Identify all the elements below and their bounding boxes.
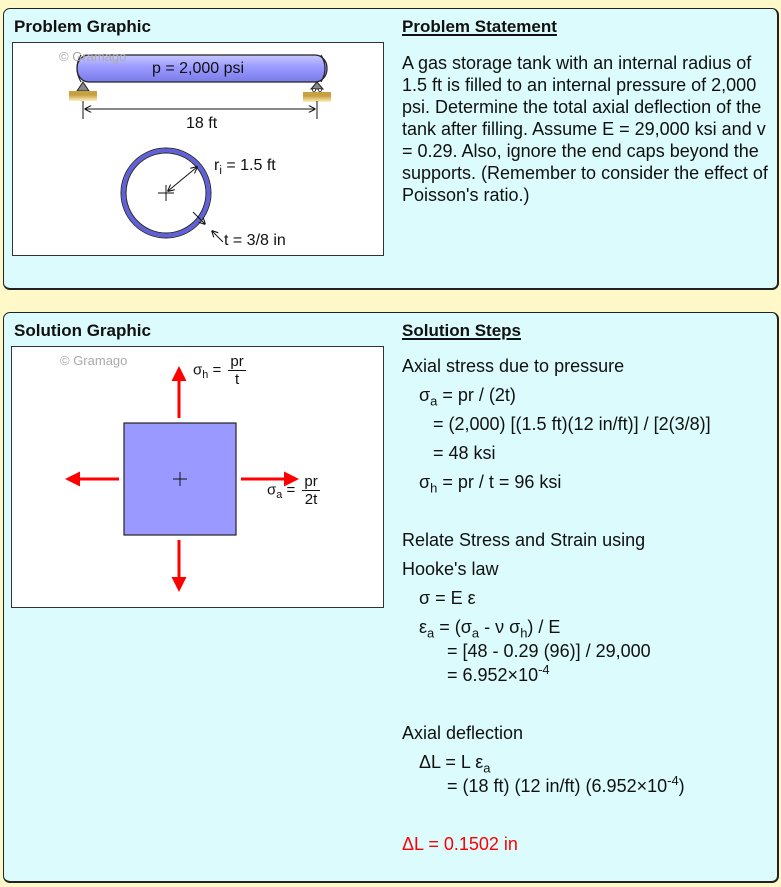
deflection-heading: Axial deflection [402, 723, 524, 743]
final-result: ΔL = 0.1502 in [402, 834, 518, 854]
problem-statement-text: A gas storage tank with an internal radius of 1.5 ft is filled to an internal pressure of 2,000 psi. Determine the total axial deflection of the tank after filling. Assume E = 29,000 ksi and v = 0.29. Also, ignore the end caps beyond the supports. (Remember to consider the effect of Poisson's ratio.) [402, 53, 768, 205]
hoop-stress-label: $\sigma_h$ = $\frac{pr}{t}$ [193, 353, 244, 388]
problem-graphic-title: Problem Graphic [14, 17, 151, 36]
watermark: © Gramago [60, 353, 128, 368]
axial-stress-result: = 48 ksi [433, 443, 496, 463]
solution-graphic-title: Solution Graphic [14, 321, 151, 340]
axial-strain-result: = $6.952\times 10^{-4}$ [447, 661, 550, 685]
watermark: © Gramago [59, 49, 127, 64]
solution-graphic [11, 346, 384, 608]
pressure-label: p = 2,000 psi [152, 60, 245, 77]
deflection-substitution: = (18 ft) (12 in/ft) $(6.952\times 10^{-4})$ [447, 772, 685, 796]
axial-stress-formula: $\sigma_a$ = pr / (2t) [419, 385, 516, 409]
axial-strain-formula: $\varepsilon_a = (\sigma_a - \nu$ $\sigma_h$) / E [419, 617, 561, 641]
axial-stress-heading: Axial stress due to pressure [402, 356, 625, 376]
tank-cross-section [121, 148, 223, 242]
roller-support [303, 82, 331, 102]
deflection-formula: ΔL = L $\varepsilon_a$ [419, 752, 491, 776]
hooke-heading-line-2: Hooke's law [402, 559, 499, 579]
problem-graphic [12, 42, 384, 256]
radius-label: $r_i = 1.5$ ft [214, 157, 276, 178]
thickness-label: t = 3/8 in [224, 232, 286, 249]
hoop-stress-formula: $\sigma_h$ = pr / t = 96 ksi [419, 472, 562, 496]
solution-steps [402, 352, 772, 859]
problem-statement-title: Problem Statement [402, 17, 557, 36]
solution-steps-title: Solution Steps [402, 321, 521, 340]
hooke-heading-line-1: Relate Stress and Strain using [402, 530, 646, 550]
axial-stress-label: $\sigma_a$ = $\frac{pr}{2t}$ [267, 473, 318, 508]
span-label: 18 ft [186, 115, 218, 132]
pin-support [69, 82, 97, 101]
axial-strain-substitution: = [48 - 0.29 (96)] / 29,000 [447, 641, 651, 661]
axial-stress-substitution: = (2,000) [(1.5 ft)(12 in/ft)] / [2(3/8)] [433, 414, 711, 434]
hooke-formula: σ = E ε [419, 588, 476, 608]
